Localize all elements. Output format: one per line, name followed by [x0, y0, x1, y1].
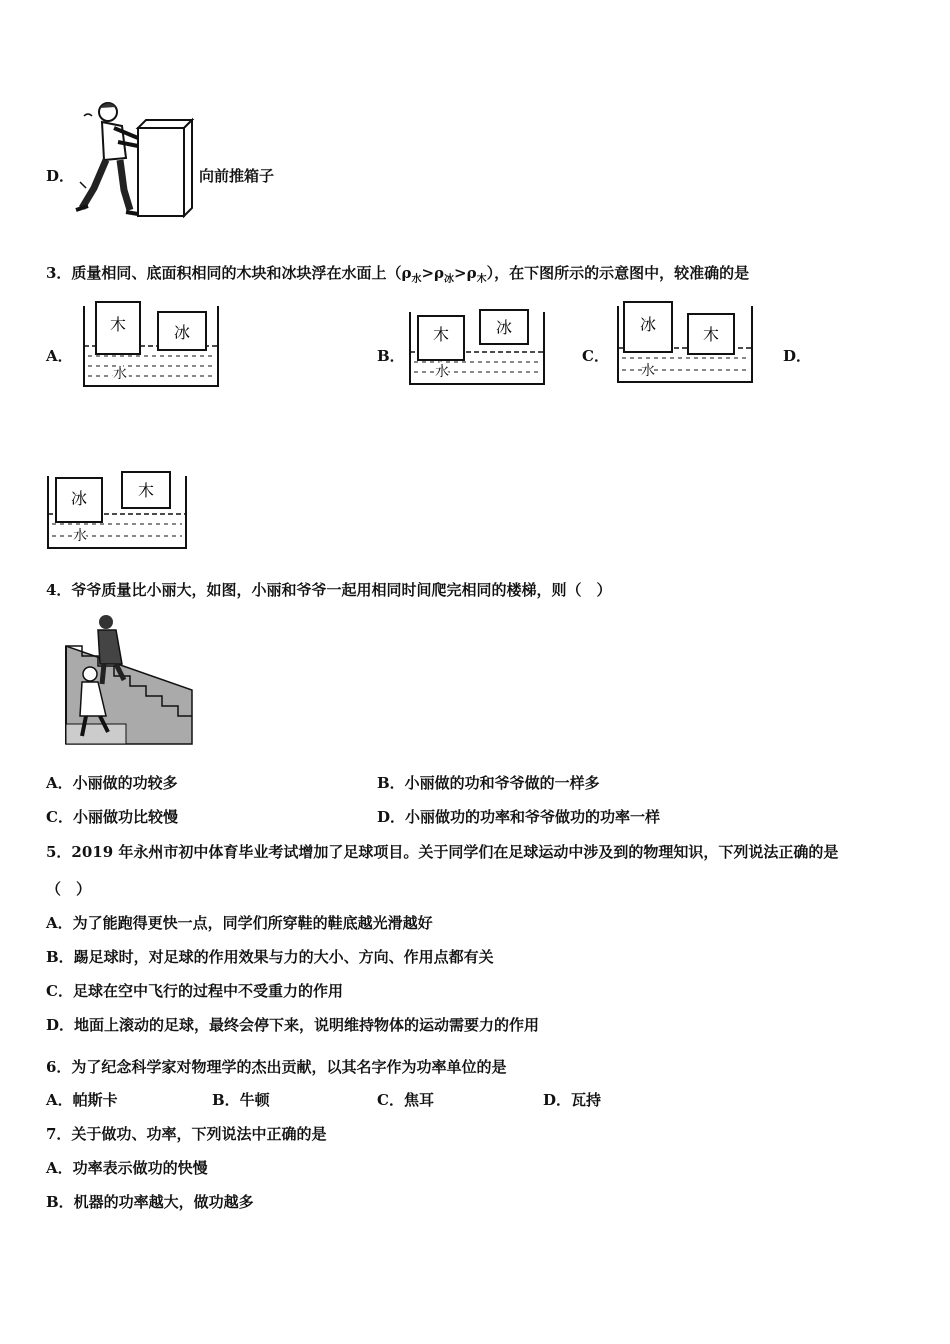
fig-c-ice: 冰 [639, 315, 657, 334]
q3-figure-d [44, 468, 190, 552]
q6-option-c: C．焦耳 [377, 1091, 434, 1109]
q6-option-b: B．牛顿 [212, 1091, 270, 1109]
q6-option-a: A．帕斯卡 [46, 1091, 118, 1109]
q3-label-c: C． [582, 347, 609, 365]
q3-label-a: A． [46, 347, 73, 365]
fig-b-ice: 冰 [495, 318, 513, 337]
q7-stem: 7．关于做功、功率，下列说法中正确的是 [46, 1125, 327, 1143]
stairs-figure [52, 612, 196, 748]
fig-d-wood: 木 [137, 481, 155, 500]
fig-a-water: 水 [113, 366, 127, 382]
q5-option-a: A．为了能跑得更快一点，同学们所穿鞋的鞋底越光滑越好 [46, 914, 433, 932]
q5-option-c: C．足球在空中飞行的过程中不受重力的作用 [46, 982, 343, 1000]
man-pushing-box-figure [74, 98, 196, 220]
fig-d-water: 水 [73, 528, 87, 544]
q3-figure-b [406, 306, 548, 388]
q5-stem: 5．2019 年永州市初中体育毕业考试增加了足球项目。关于同学们在足球运动中涉及到的物理知识，下列说法正确的是 [46, 843, 839, 861]
q3-figure-a [80, 298, 222, 390]
q4-option-b: B．小丽做的功和爷爷做的一样多 [377, 774, 600, 792]
q3-figure-c [614, 298, 756, 386]
q3-label-d: D． [783, 347, 812, 365]
fig-a-ice: 冰 [173, 323, 191, 342]
q3-stem: 3．质量相同、底面积相同的木块和冰块浮在水面上$(\rho_水>\rho_冰>\rho_木)$，在下图所示的示意图中，较准确的是 [46, 264, 750, 285]
q6-stem: 6．为了纪念科学家对物理学的杰出贡献，以其名字作为功率单位的是 [46, 1058, 507, 1076]
q5-option-b: B．踢足球时，对足球的作用效果与力的大小、方向、作用点都有关 [46, 948, 494, 966]
q4-stem: 4．爷爷质量比小丽大，如图，小丽和爷爷一起用相同时间爬完相同的楼梯，则（ ） [46, 581, 612, 599]
q5-paren: （ ） [46, 880, 92, 898]
q4-option-c: C．小丽做功比较慢 [46, 808, 178, 826]
q6-option-d: D．瓦持 [543, 1091, 602, 1109]
q2-option-d-label: D． [46, 167, 75, 185]
fig-b-wood: 木 [432, 325, 450, 344]
fig-b-water: 水 [435, 364, 449, 380]
q7-option-b: B．机器的功率越大，做功越多 [46, 1193, 254, 1211]
q3-label-b: B． [377, 347, 405, 365]
fig-d-ice: 冰 [70, 489, 88, 508]
q4-option-d: D．小丽做功的功率和爷爷做功的功率一样 [377, 808, 661, 826]
fig-c-wood: 木 [702, 325, 720, 344]
fig-a-wood: 木 [109, 315, 127, 334]
q2-option-d-text: 向前推箱子 [199, 167, 275, 185]
q4-option-a: A．小丽做的功较多 [46, 774, 178, 792]
fig-c-water: 水 [641, 363, 655, 379]
q7-option-a: A．功率表示做功的快慢 [46, 1159, 208, 1177]
q5-option-d: D．地面上滚动的足球，最终会停下来，说明维持物体的运动需要力的作用 [46, 1016, 540, 1034]
